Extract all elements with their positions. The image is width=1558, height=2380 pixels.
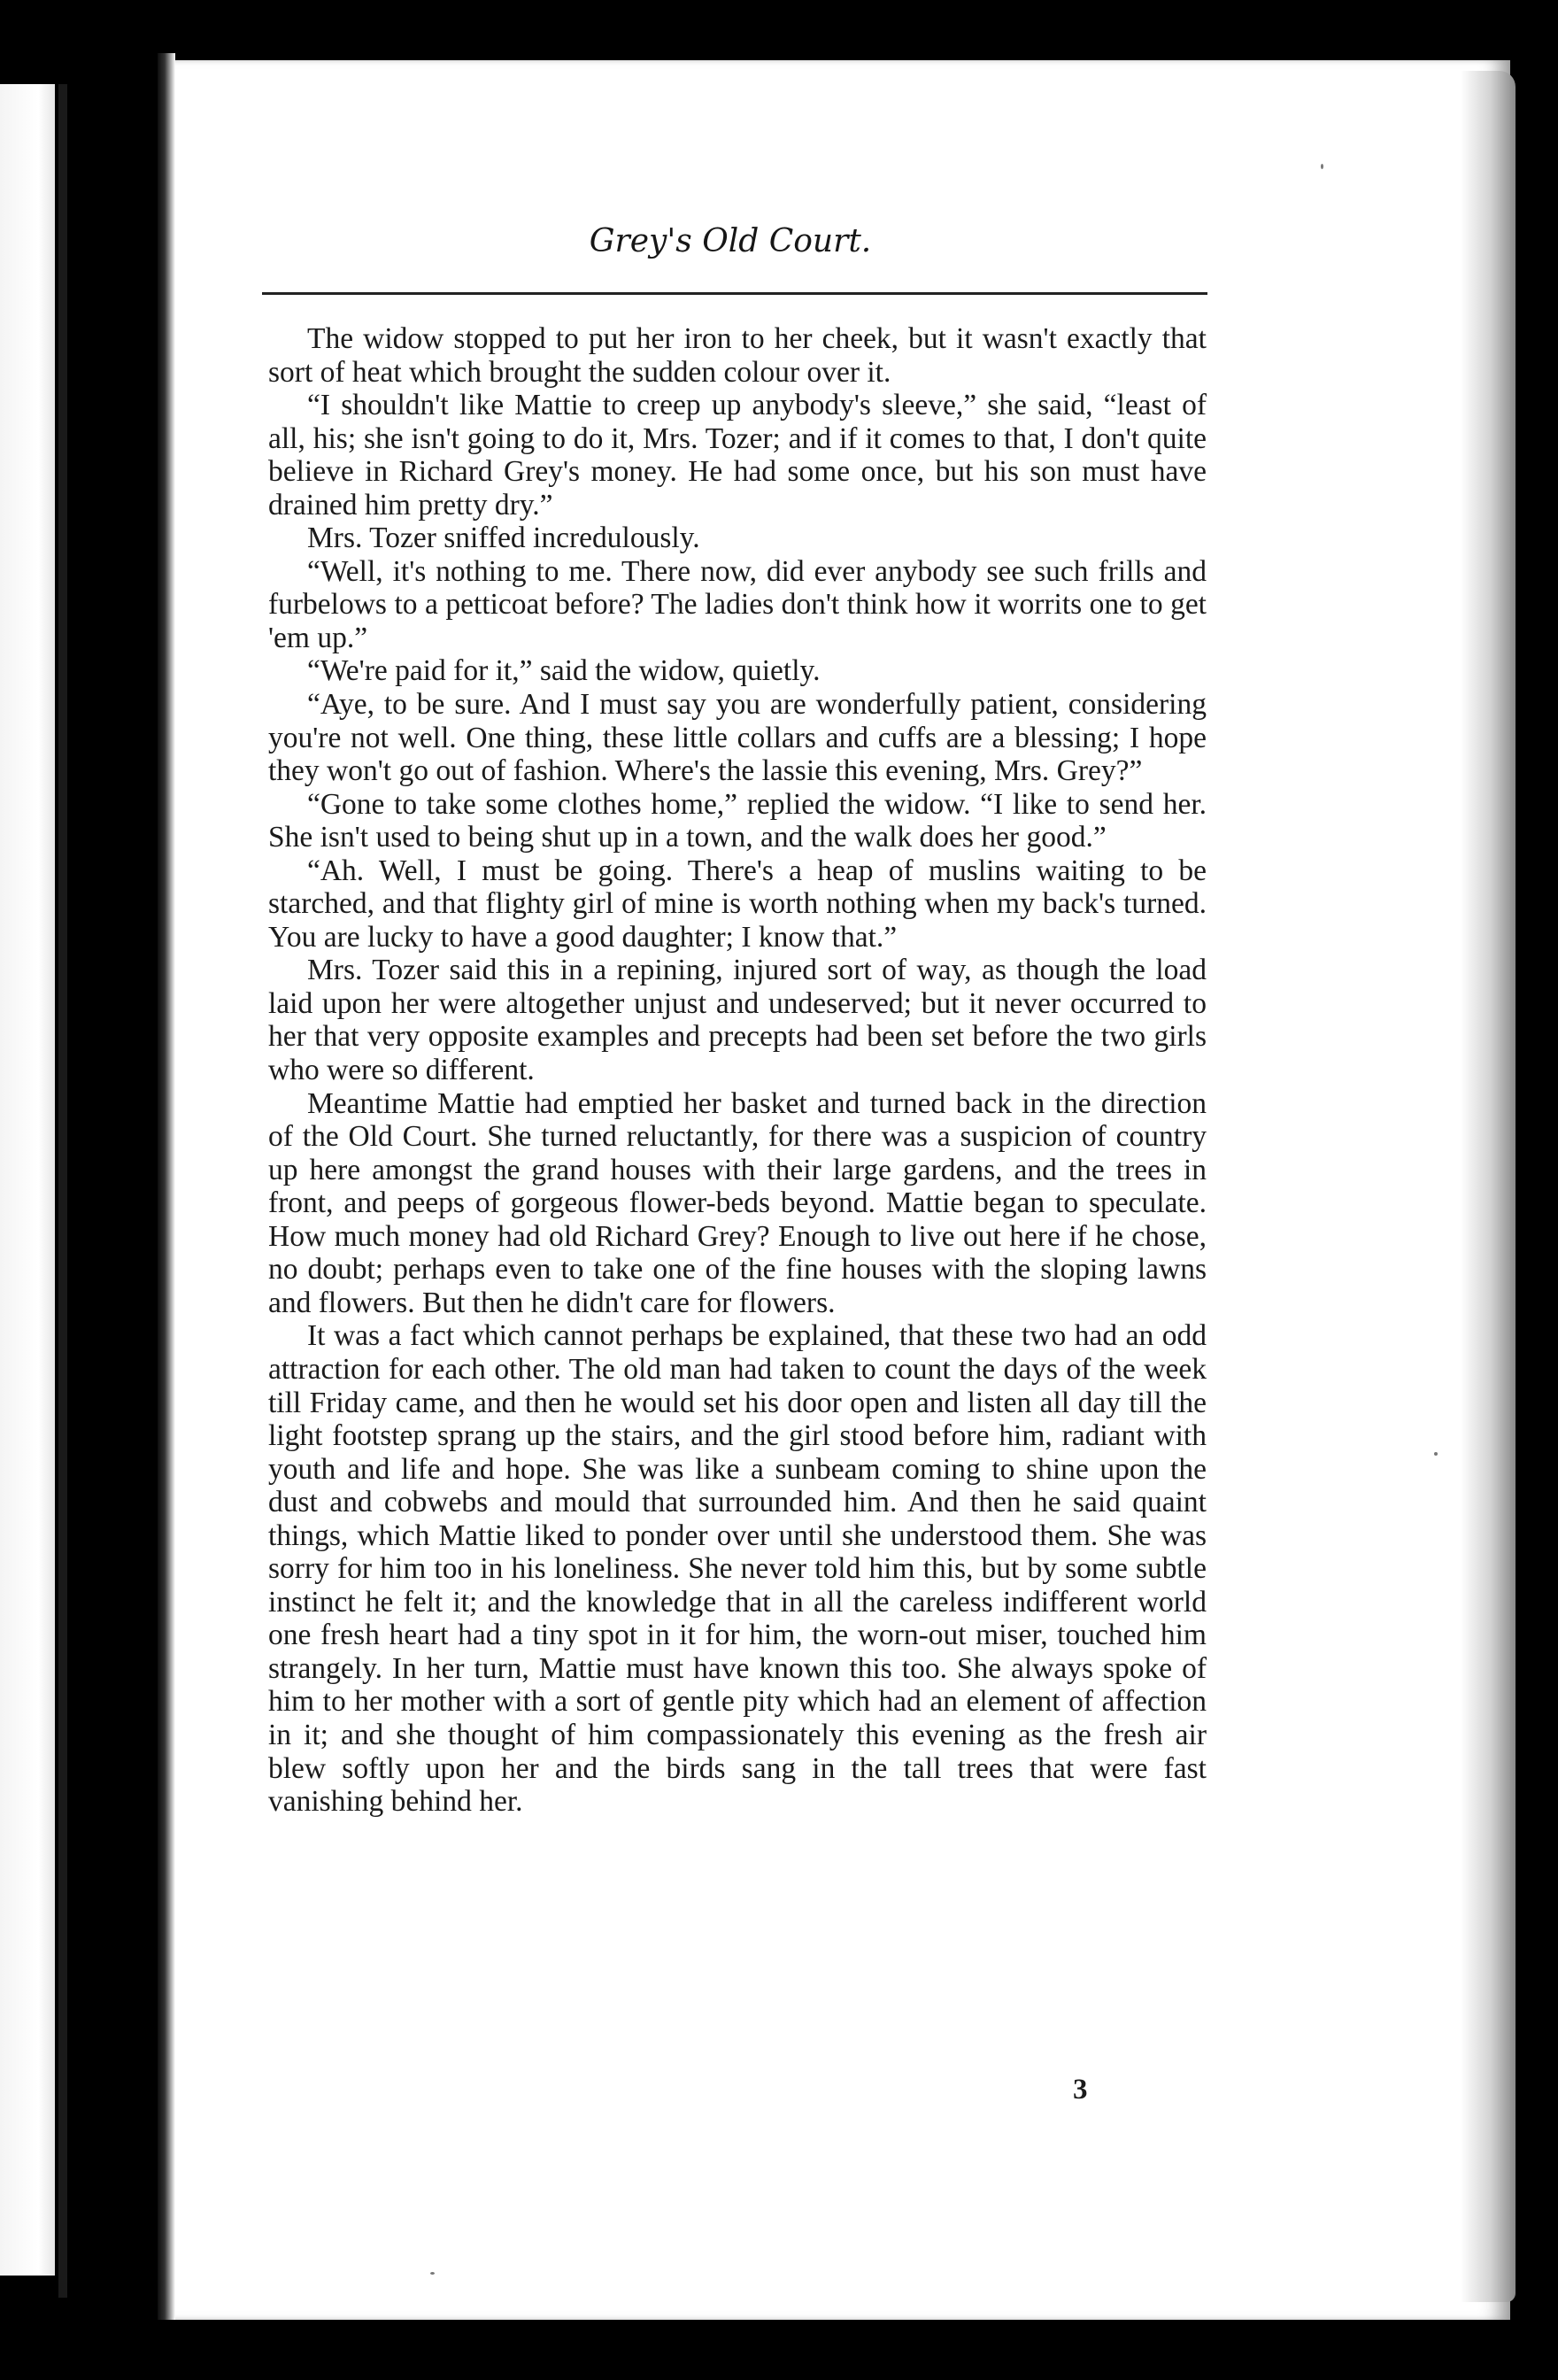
paragraph: “We're paid for it,” said the widow, quietly. [307, 654, 821, 688]
header-rule [262, 292, 1207, 295]
paragraph: The widow stopped to put her iron to her cheek, but it wasn't exactly that sort of heat which brought the sudden colour over it. [268, 322, 1207, 389]
speck [1434, 1452, 1438, 1456]
speck [430, 2272, 435, 2275]
page-binding-shadow [158, 53, 175, 2320]
paragraph: “Aye, to be sure. And I must say you are wonderfully patient, considering you're not well. One thing, these little collars and cuffs are a blessing; I hope they won't go out of fashion. Where's the lassie this evening, Mrs. Grey?” [268, 688, 1207, 788]
previous-page-shadow [58, 84, 67, 2298]
page-number: 3 [1073, 2074, 1088, 2106]
paragraph: “Gone to take some clothes home,” replied the widow. “I like to send her. She isn't used to being shut up in a town, and the walk does her good.” [268, 787, 1207, 854]
speck [1321, 164, 1323, 169]
paragraph: “Ah. Well, I must be going. There's a heap of muslins waiting to be starched, and that flighty girl of mine is worth nothing when my back's turned. You are lucky to have a good daughter; I know that.” [268, 854, 1207, 954]
paragraph: Meantime Mattie had emptied her basket and turned back in the direction of the Old Court. She turned reluctantly, for there was a suspicion of country up here amongst the grand houses with their large gardens, and the trees in front, and peeps of gorgeous flower-beds beyond. Mattie began to speculate. How much money had old Richard Grey? Enough to live out here if he chose, no doubt; perhaps even to take one of the fine houses with the sloping lawns and flowers. But then he didn't care for flowers. [268, 1086, 1207, 1319]
body-text [268, 322, 1207, 1819]
paragraph: It was a fact which cannot perhaps be explained, that these two had an odd attraction for each other. The old man had taken to count the days of the week till Friday came, and then he would set his door open and listen all day till the light footstep sprang up the stairs, and the girl stood before him, radiant with youth and life and hope. She was like a sunbeam coming to shine upon the dust and cobwebs and mould that surrounded him. And then he said quaint things, which Mattie liked to ponder over until she understood them. She was sorry for him too in his loneliness. She never told him this, but by some subtle instinct he felt it; and the knowledge that in all the careless indifferent world one fresh heart had a tiny spot in it for him, the worn-out miser, touched him strangely. In her turn, Mattie must have known this too. She always spoke of him to her mother with a sort of gentle pity which had an element of affection in it; and she thought of him compassionately this evening as the fresh air blew softly upon her and the birds sang in the tall trees that were fast vanishing behind her. [268, 1319, 1207, 1819]
running-head: Grey's Old Court. [589, 223, 872, 259]
paragraph: Mrs. Tozer sniffed incredulously. [307, 522, 700, 555]
paragraph: Mrs. Tozer said this in a repining, injured sort of way, as though the load laid upon her were altogether unjust and undeserved; but it never occurred to her that very opposite examples and precepts had been set before the two girls who were so different. [268, 954, 1207, 1087]
previous-page-edge [0, 84, 55, 2276]
paragraph: “I shouldn't like Mattie to creep up anybody's sleeve,” she said, “least of all, his; she isn't going to do it, Mrs. Tozer; and if it comes to that, I don't quite believe in Richard Grey's money. He had some once, but his son must have drained him pretty dry.” [268, 389, 1207, 522]
paragraph: “Well, it's nothing to me. There now, did ever anybody see such frills and furbelows to a petticoat before? The ladies don't think how it worrits one to get 'em up.” [268, 554, 1207, 654]
page-curl-shadow [1461, 71, 1516, 2302]
